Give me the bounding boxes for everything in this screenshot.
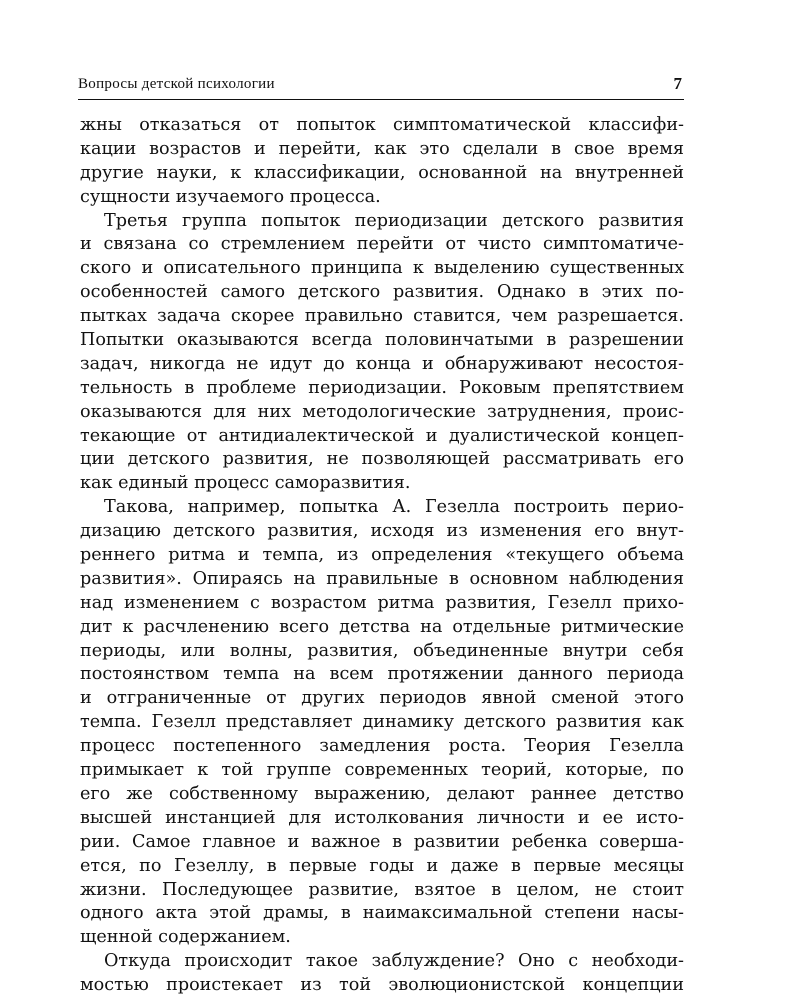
text-line: ского и описательного принципа к выделению существенных [80,258,684,279]
text-line: Попытки оказываются всегда половинчатыми в разрешении [80,330,684,351]
text-line: дизацию детского развития, исходя из изменения его внут- [80,521,684,542]
page-number: 7 [673,74,682,93]
text-line: процесс постепенного замедления роста. Теория Гезелла [80,736,684,757]
text-line: примыкает к той группе современных теорий, которые, по [80,760,684,781]
text-line: ется, по Гезеллу, в первые годы и даже в первые месяцы [80,855,684,876]
text-line: развития». Опираясь на правильные в основном наблюдения [80,568,684,589]
text-line: над изменением с возрастом ритма развития, Гезелл прихо- [80,592,684,613]
text-line: жизни. Последующее развитие, взятое в целом, не стоит [80,879,684,900]
running-title: Вопросы детской психологии [78,76,275,92]
text-line: реннего ритма и темпа, из определения «текущего объема [80,545,684,566]
text-line: постоянством темпа на всем протяжении данного периода [80,664,684,685]
text-line: Такова, например, попытка А. Гезелла построить перио- [104,497,684,518]
text-line: жны отказаться от попыток симптоматической классифи- [80,115,684,135]
text-line: Откуда происходит такое заблуждение? Оно с необходи- [104,951,684,972]
text-line: сущности изучаемого процесса. [80,186,381,207]
text-line: текающие от антидиалектической и дуалистической концеп- [80,425,684,446]
text-line: его же собственному выражению, делают раннее детство [80,783,684,804]
running-header [78,74,684,96]
text-line: тельность в проблеме периодизации. Роковым препятствием [80,377,684,398]
text-line: пытках задача скорее правильно ставится, чем разрешается. [80,306,684,327]
text-line: темпа. Гезелл представляет динамику детского развития как [80,712,684,733]
text-line: периоды, или волны, развития, объединенные внутри себя [80,640,684,661]
text-line: и отграниченные от других периодов явной сменой этого [80,688,684,709]
text-line: мостью проистекает из той эволюционистской концепции [80,975,684,996]
text-line: другие науки, к классификации, основанной на внутренней [80,162,684,183]
text-line: задач, никогда не идут до конца и обнаруживают несостоя- [80,353,684,374]
text-line: Третья группа попыток периодизации детского развития [104,210,684,231]
text-line: кации возрастов и перейти, как это сделали в свое время [80,138,684,159]
text-line: высшей инстанцией для истолкования личности и ее исто- [80,807,684,828]
text-line: оказываются для них методологические затруднения, проис- [80,401,684,422]
text-line: рии. Самое главное и важное в развитии ребенка соверша- [80,831,684,852]
text-line: и связана со стремлением перейти от чисто симптоматиче- [80,234,684,255]
text-line: щенной содержанием. [80,927,291,948]
text-line: ции детского развития, не позволяющей рассматривать его [80,449,684,470]
header-rule [78,99,684,100]
text-line: как единый процесс саморазвития. [80,473,411,494]
text-line: дит к расчленению всего детства на отдельные ритмические [80,616,684,637]
body-text [80,114,684,998]
text-line: особенностей самого детского развития. Однако в этих по- [80,282,684,303]
text-line: одного акта этой драмы, в наимаксимальной степени насы- [80,903,684,924]
